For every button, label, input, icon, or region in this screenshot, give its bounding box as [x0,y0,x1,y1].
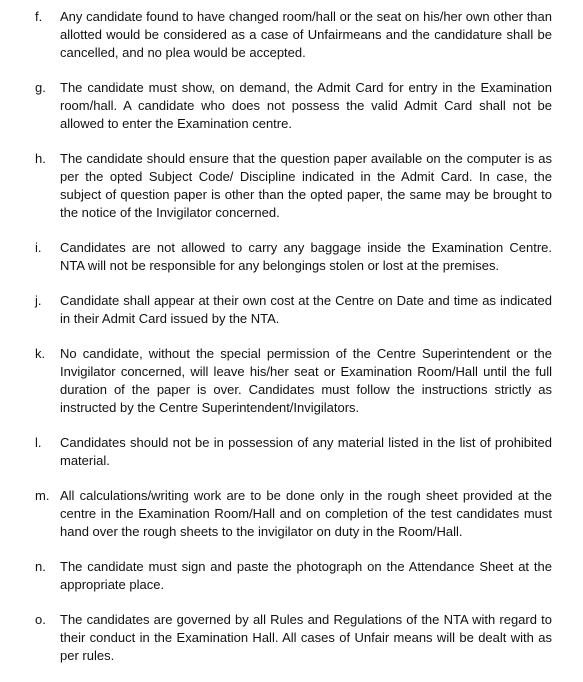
instruction-text: All calculations/writing work are to be done only in the rough sheet provided at the centre in the Examination Room/Hall and on completion of the test candidates must hand over the rough sheets to the invigilator on duty in the Room/Hall. [60,488,552,539]
instruction-item-k [0,345,583,417]
instruction-item-l [0,434,583,470]
instruction-text: Candidates should not be in possession of any material listed in the list of prohibited material. [60,435,552,468]
instruction-text: Candidate shall appear at their own cost at the Centre on Date and time as indicated in their Admit Card issued by the NTA. [60,293,552,326]
instruction-letter: f. [35,9,43,24]
instruction-item-h [0,150,583,222]
instruction-item-n [0,558,583,594]
instruction-text: Candidates are not allowed to carry any baggage inside the Examination Centre. NTA will not be responsible for any belongings stolen or lost at the premises. [60,240,552,273]
instruction-letter: o. [35,612,46,627]
instructions-list [0,8,583,682]
instruction-item-j [0,292,583,328]
instruction-item-g [0,79,583,133]
instruction-item-o [0,611,583,665]
instruction-text: The candidate should ensure that the question paper available on the computer is as per the opted Subject Code/ Discipline indicated in the Admit Card. In case, the subject of question paper is other than the opted paper, the same may be brought to the notice of the Invigilator concerned. [60,151,552,220]
instruction-letter: m. [35,488,50,503]
instruction-letter: k. [35,346,46,361]
instruction-text: The candidate must sign and paste the photograph on the Attendance Sheet at the appropriate place. [60,559,552,592]
instruction-item-i [0,239,583,275]
instruction-letter: j. [35,293,42,308]
instruction-text: The candidate must show, on demand, the Admit Card for entry in the Examination room/hall. A candidate who does not possess the valid Admit Card shall not be allowed to enter the Examination centre. [60,80,552,131]
instruction-letter: l. [35,435,42,450]
instruction-text: No candidate, without the special permission of the Centre Superintendent or the Invigilator concerned, will leave his/her seat or Examination Room/Hall until the full duration of the paper is over. Candidates must follow the instructions strictly as instructed by the Centre Superintendent/Invigilators. [60,346,552,415]
instruction-item-f [0,8,583,62]
instruction-item-m [0,487,583,541]
instruction-letter: g. [35,80,46,95]
instruction-text: The candidates are governed by all Rules and Regulations of the NTA with regard to their conduct in the Examination Hall. All cases of Unfair means will be dealt with as per rules. [60,612,552,663]
instruction-letter: h. [35,151,46,166]
instruction-letter: i. [35,240,42,255]
instruction-text: Any candidate found to have changed room/hall or the seat on his/her own other than allotted would be considered as a case of Unfairmeans and the candidature shall be cancelled, and no plea would be accepted. [60,9,552,60]
instruction-letter: n. [35,559,46,574]
